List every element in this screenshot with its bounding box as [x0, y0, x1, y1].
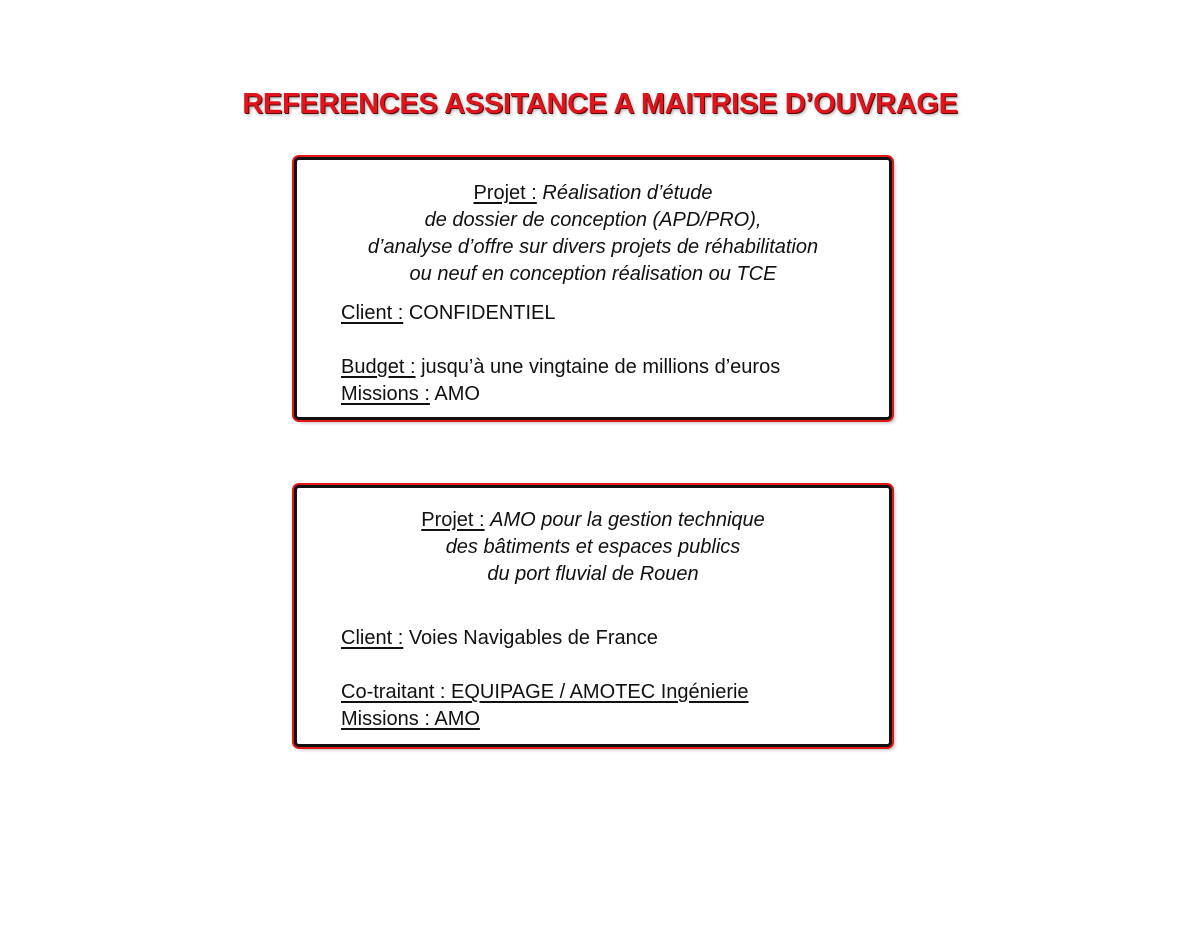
- cotraitant-line: [341, 679, 889, 706]
- client-value: Voies Navigables de France: [408, 627, 658, 649]
- project-line: Réalisation d’étude: [542, 182, 713, 204]
- missions-line: [341, 381, 889, 408]
- reference-card-1: [294, 157, 892, 420]
- project-line: AMO pour la gestion technique: [490, 509, 765, 531]
- project-line: ou neuf en conception réalisation ou TCE: [409, 263, 777, 285]
- page-title: REFERENCES ASSITANCE A MAITRISE D’OUVRAGE: [242, 88, 958, 120]
- client-label: Client :: [341, 627, 404, 649]
- client-line: [341, 300, 889, 327]
- project-description: [297, 180, 889, 288]
- missions-line: [341, 706, 889, 733]
- project-line: d’analyse d’offre sur divers projets de réhabilitation: [367, 236, 819, 258]
- project-description: [297, 507, 889, 588]
- missions-value: AMO: [434, 383, 480, 405]
- project-label: Projet :: [473, 182, 537, 204]
- cotraitant-text: Co-traitant : EQUIPAGE / AMOTEC Ingénierie: [341, 681, 749, 703]
- project-line: du port fluvial de Rouen: [487, 563, 699, 585]
- missions-text: Missions : AMO: [341, 708, 480, 730]
- project-label: Projet :: [421, 509, 485, 531]
- budget-line: [341, 354, 889, 381]
- budget-value: jusqu’à une vingtaine de millions d’euros: [421, 356, 781, 378]
- reference-card-2: [294, 485, 892, 747]
- project-line: de dossier de conception (APD/PRO),: [424, 209, 762, 231]
- client-label: Client :: [341, 302, 404, 324]
- missions-label: Missions :: [341, 383, 430, 405]
- client-value: CONFIDENTIEL: [408, 302, 556, 324]
- budget-label: Budget :: [341, 356, 416, 378]
- project-line: des bâtiments et espaces publics: [445, 536, 741, 558]
- client-line: [341, 625, 889, 652]
